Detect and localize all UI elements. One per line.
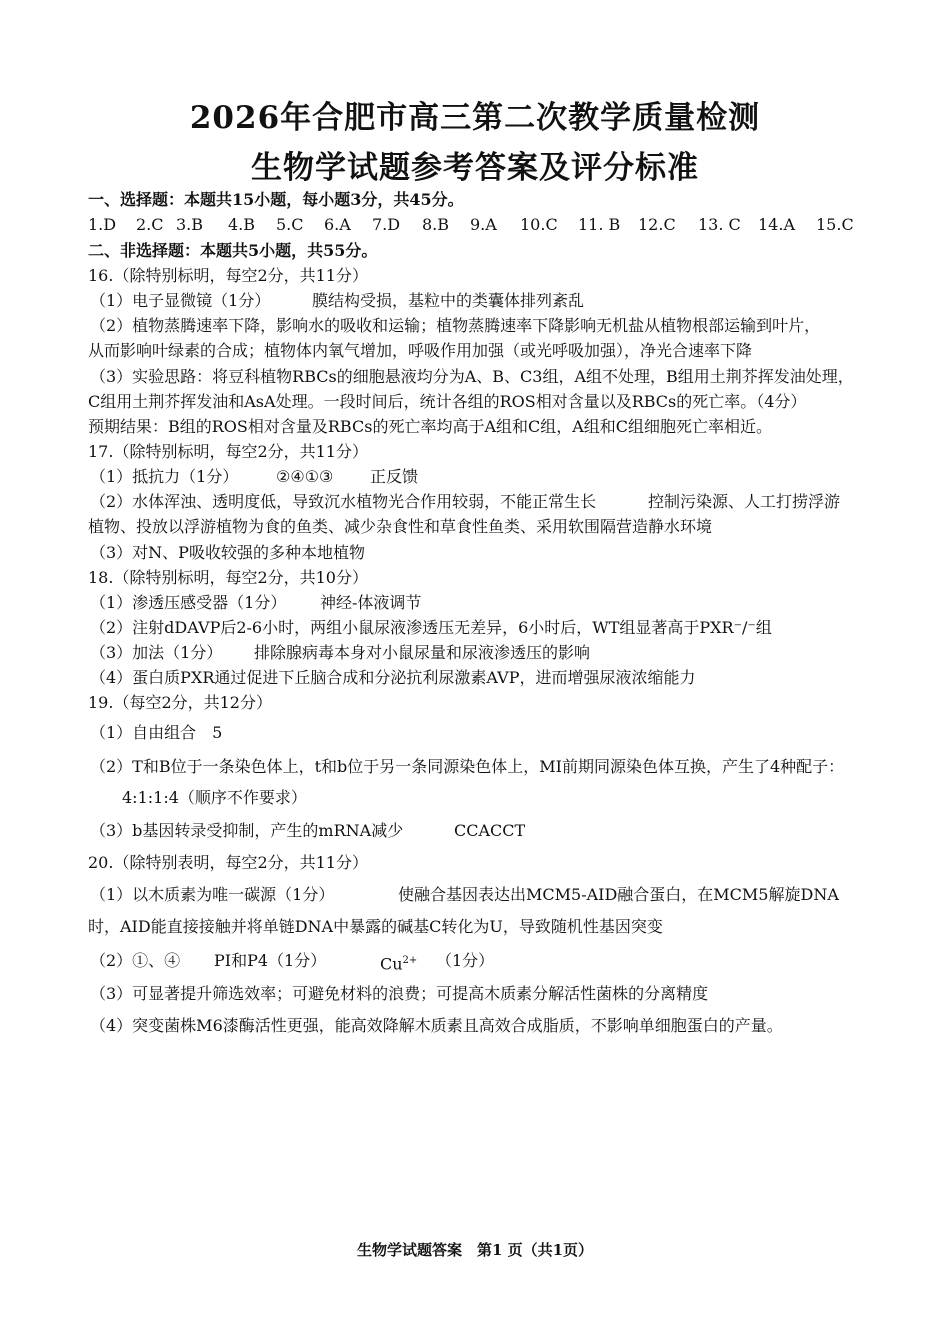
q16-heading: 16.（除特别标明，每空2分，共11分）	[88, 266, 368, 285]
q16-answer-2-line2: 从而影响叶绿素的合成；植物体内氧气增加，呼吸作用加强（或光呼吸加强），净光合速率下降	[88, 341, 753, 360]
q16-answer-2-line1: （2）植物蒸腾速率下降，影响水的吸收和运输；植物蒸腾速率下降影响无机盐从植物根部运输到叶片，	[90, 316, 821, 335]
q18-answer-3a: （3）加法（1分）	[90, 643, 223, 662]
q18-answer-1b: 神经-体液调节	[320, 593, 422, 612]
q20-answer-2c	[380, 951, 417, 974]
choice-answer: 8.B	[422, 215, 450, 234]
choice-answer: 10.C	[520, 215, 558, 234]
q20-answer-2d: （1分）	[436, 951, 495, 970]
q18-answer-2: （2）注射dDAVP后2-6小时，两组小鼠尿液渗透压无差异，6小时后，WT组显著高于PXR⁻/⁻组	[90, 618, 772, 637]
q16-answer-3-line1: （3）实验思路：将豆科植物RBCs的细胞悬液均分为A、B、C3组，A组不处理，B组用土荆芥挥发油处理，	[90, 367, 854, 386]
q20-answer-4: （4）突变菌株M6漆酶活性更强，能高效降解木质素且高效合成脂质，不影响单细胞蛋白的产量。	[90, 1016, 783, 1035]
choice-answer: 6.A	[324, 215, 351, 234]
q19-answer-3b: CCACCT	[454, 821, 526, 840]
q20-heading: 20.（除特别表明，每空2分，共11分）	[88, 853, 368, 872]
section2-heading: 二、非选择题：本题共5小题，共55分。	[88, 241, 378, 260]
q17-answer-2-line1b: 控制污染源、人工打捞浮游	[648, 492, 841, 511]
q19-heading: 19.（每空2分，共12分）	[88, 693, 272, 712]
q17-answer-1b: ②④①③	[276, 467, 334, 486]
q17-answer-1a: （1）抵抗力（1分）	[90, 467, 239, 486]
choice-answer: 4.B	[228, 215, 256, 234]
q18-heading: 18.（除特别标明，每空2分，共10分）	[88, 568, 368, 587]
q17-answer-2-line1a: （2）水体浑浊、透明度低，导致沉水植物光合作用较弱，不能正常生长	[90, 492, 597, 511]
choice-answer: 11. B	[578, 215, 621, 234]
copper-ion-text: Cu	[380, 954, 403, 974]
choice-answer: 3.B	[176, 215, 204, 234]
q16-answer-3-line3: 预期结果：B组的ROS相对含量及RBCs的死亡率均高于A组和C组，A组和C组细胞死亡率相近。	[88, 417, 773, 436]
choice-answer: 7.D	[372, 215, 401, 234]
choice-answer: 2.C	[136, 215, 164, 234]
q20-answer-2a: （2）①、④	[90, 951, 181, 970]
q16-answer-3-line2: C组用土荆芥挥发油和AsA处理。一段时间后，统计各组的ROS相对含量以及RBCs的死亡率。（4分）	[88, 392, 807, 411]
q19-answer-2-line1: （2）T和B位于一条染色体上，t和b位于另一条同源染色体上，MI前期同源染色体互换，产生了4种配子：	[90, 757, 845, 776]
choice-answer: 15.C	[816, 215, 854, 234]
choice-answer: 14.A	[758, 215, 795, 234]
q17-answer-3: （3）对N、P吸收较强的多种本地植物	[90, 543, 365, 562]
q19-answer-2-line2: 4:1:1:4（顺序不作要求）	[122, 788, 307, 807]
q20-answer-2b: PI和P4（1分）	[214, 951, 327, 970]
choice-answer: 12.C	[638, 215, 676, 234]
choice-answer: 5.C	[276, 215, 304, 234]
q17-answer-1c: 正反馈	[370, 467, 419, 486]
page-title: 2026年合肥市高三第二次教学质量检测	[189, 100, 761, 136]
q20-answer-1-line2: 时，AID能直接接触并将单链DNA中暴露的碱基C转化为U，导致随机性基因突变	[88, 917, 663, 936]
q18-answer-1a: （1）渗透压感受器（1分）	[90, 593, 287, 612]
ion-charge: 2+	[402, 955, 418, 966]
q18-answer-3b: 排除腺病毒本身对小鼠尿量和尿液渗透压的影响	[254, 643, 591, 662]
q20-answer-3: （3）可显著提升筛选效率；可避免材料的浪费；可提高木质素分解活性菌株的分离精度	[90, 984, 709, 1003]
q20-answer-1b: 使融合基因表达出MCM5-AID融合蛋白，在MCM5解旋DNA	[398, 885, 839, 904]
section1-heading: 一、选择题：本题共15小题，每小题3分，共45分。	[88, 190, 464, 209]
q19-answer-1: （1）自由组合 5	[90, 723, 223, 742]
q18-answer-4: （4）蛋白质PXR通过促进下丘脑合成和分泌抗利尿激素AVP，进而增强尿液浓缩能力	[90, 668, 696, 687]
choice-answer: 13. C	[698, 215, 741, 234]
page-subtitle: 生物学试题参考答案及评分标准	[251, 150, 699, 186]
q17-answer-2-line2: 植物、投放以浮游植物为食的鱼类、减少杂食性和草食性鱼类、采用软围隔营造静水环境	[88, 517, 713, 536]
choice-answer: 1.D	[88, 215, 117, 234]
q16-answer-1a: （1）电子显微镜（1分）	[90, 291, 271, 310]
q17-heading: 17.（除特别标明，每空2分，共11分）	[88, 442, 368, 461]
choice-answer: 9.A	[470, 215, 497, 234]
page-footer: 生物学试题答案 第1 页（共1页）	[356, 1241, 594, 1259]
q20-answer-1a: （1）以木质素为唯一碳源（1分）	[90, 885, 335, 904]
q19-answer-3a: （3）b基因转录受抑制，产生的mRNA减少	[90, 821, 404, 840]
q16-answer-1b: 膜结构受损，基粒中的类囊体排列紊乱	[312, 291, 585, 310]
